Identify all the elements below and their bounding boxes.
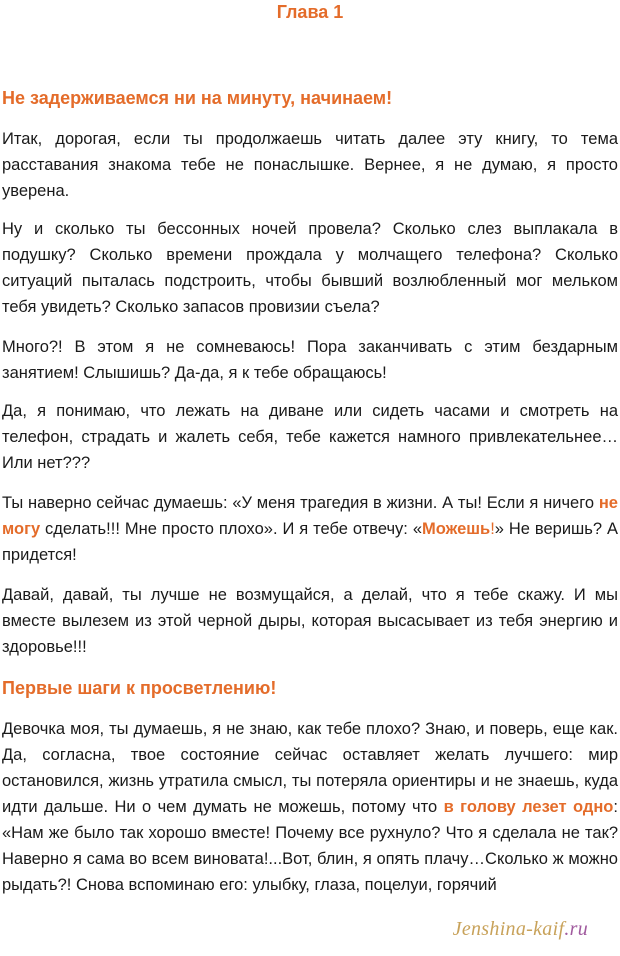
section-heading-2: Первые шаги к просветлению! [2,678,277,698]
emphasis-text: Можешь [422,520,491,538]
emphasis-text: не могу [2,494,618,538]
site-watermark [453,918,588,941]
emphasis-text: в голову лезет одно [443,798,614,816]
watermark-name: Jenshina-kaif [452,918,565,940]
chapter-title: Глава 1 [276,2,344,22]
emphasis-text: ! [490,520,495,538]
paragraph-text: Ты наверно сейчас думаешь: «У меня трагедия в жизни. А ты! Если я ничего [2,494,599,512]
paragraph [2,490,618,568]
paragraph: Итак, дорогая, если ты продолжаешь читать далее эту книгу, то тема расставания знакома тебе не понаслышке. Вернее, я не думаю, я просто уверена. [2,130,618,200]
paragraph-text: Девочка моя, ты думаешь, я не знаю, как тебе плохо? Знаю, и поверь, еще как. Да, согласна, твое состояние сейчас оставляет желать лучшего: мир остановился, жизнь утратила смысл, ты потеряла ориентиры и не знаешь, куда идти дальше. Ни о чем думать не можешь, потому что [2,720,618,816]
paragraph: Много?! В этом я не сомневаюсь! Пора заканчивать с этим бездарным занятием! Слышишь? Да-да, я к тебе обращаюсь! [2,338,618,382]
watermark-tld: .ru [564,918,588,940]
paragraph [2,716,618,898]
paragraph: Ну и сколько ты бессонных ночей провела? Сколько слез выплакала в подушку? Сколько времени прождала у молчащего телефона? Сколько ситуаций пыталась подстроить, чтобы бывший возлюбленный мог мельком тебя увидеть? Сколько запасов провизии съела? [2,220,618,316]
paragraph: Да, я понимаю, что лежать на диване или сидеть часами и смотреть на телефон, страдать и жалеть себя, тебе кажется намного привлекательнее…Или нет??? [2,402,618,472]
paragraph-text: » Не веришь? А придется! [2,520,619,564]
section-heading-1: Не задерживаемся ни на минуту, начинаем! [2,88,393,108]
paragraph-text: сделать!!! Мне просто плохо». И я тебе отвечу: « [40,520,423,538]
paragraph: Давай, давай, ты лучше не возмущайся, а делай, что я тебе скажу. И мы вместе вылезем из этой черной дыры, которая высасывает из тебя энергию и здоровье!!! [2,586,618,656]
paragraph-text: : «Нам же было так хорошо вместе! Почему все рухнуло? Что я сделала не так? Наверно я сама во всем виновата!...Вот, блин, я опять плачу…Сколько ж можно рыдать?! Снова вспоминаю его: улыбку, глаза, поцелуи, горячий [2,798,618,894]
